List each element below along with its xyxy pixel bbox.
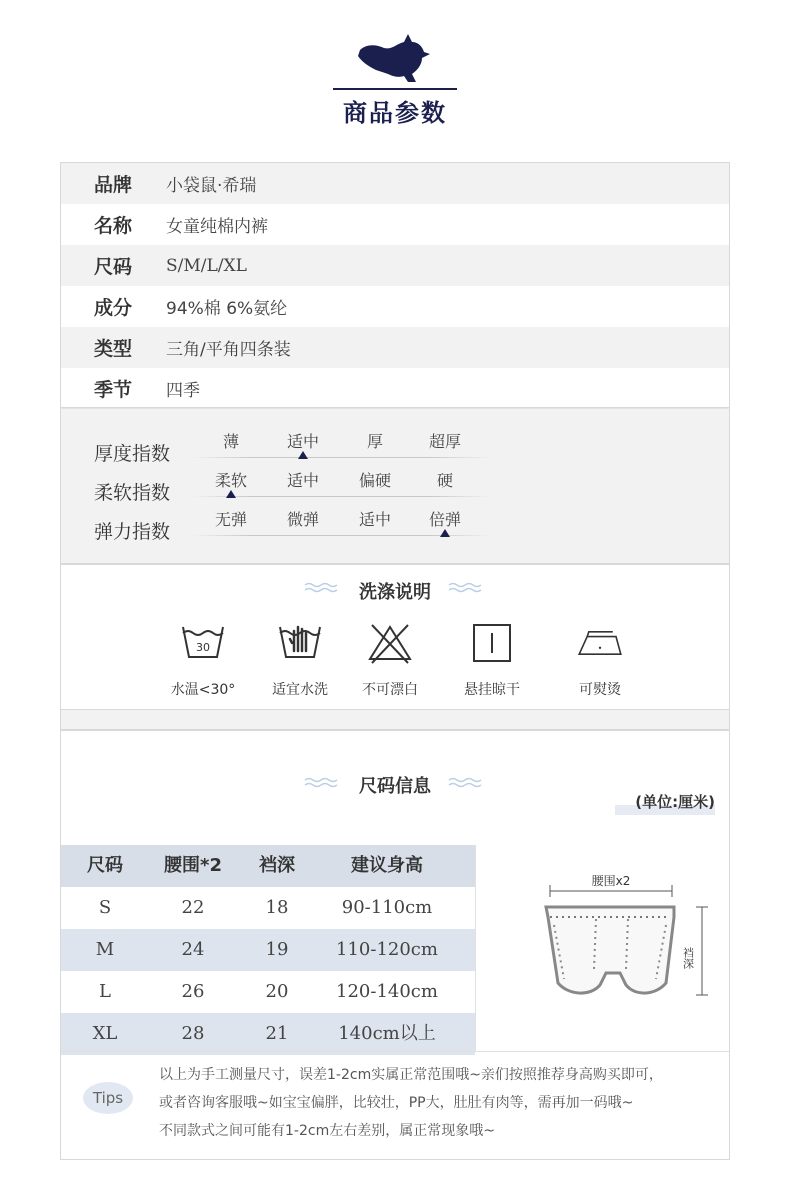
header bbox=[0, 0, 790, 160]
table-cell: 20 bbox=[265, 981, 289, 1002]
svg-text:裆深: 裆深 bbox=[681, 947, 695, 969]
table-cell: 28 bbox=[181, 1023, 205, 1044]
index-label: 厚度指数 bbox=[94, 443, 171, 465]
care-label: 水温<30° bbox=[170, 682, 236, 698]
hang-dry-icon bbox=[468, 621, 516, 665]
elasticity-index bbox=[61, 507, 729, 547]
index-option: 偏硬 bbox=[358, 471, 391, 490]
table-cell: XL bbox=[92, 1023, 118, 1044]
header-cell: 裆深 bbox=[259, 855, 295, 876]
softness-index bbox=[61, 468, 729, 508]
care-title: 洗涤说明 bbox=[359, 582, 431, 603]
table-cell: 120-140cm bbox=[336, 981, 438, 1002]
kangaroo-logo-icon bbox=[352, 30, 442, 86]
size-table-header bbox=[61, 845, 475, 887]
unit-label: (单位:厘米) bbox=[635, 793, 715, 811]
wave-decoration-icon bbox=[447, 776, 487, 790]
index-option: 硬 bbox=[436, 471, 453, 490]
index-option: 薄 bbox=[222, 432, 239, 451]
size-title: 尺码信息 bbox=[359, 776, 431, 797]
table-row bbox=[61, 887, 475, 929]
param-row bbox=[61, 245, 729, 286]
index-option: 微弹 bbox=[286, 510, 319, 529]
table-cell: M bbox=[95, 939, 115, 960]
table-cell: 110-120cm bbox=[336, 939, 438, 960]
table-cell: 90-110cm bbox=[341, 897, 433, 918]
table-row bbox=[61, 971, 475, 1013]
svg-text:腰围x2: 腰围x2 bbox=[591, 874, 631, 888]
care-item-wash30 bbox=[158, 621, 248, 699]
param-row bbox=[61, 327, 729, 368]
index-line bbox=[191, 457, 491, 458]
section-gap bbox=[60, 710, 730, 730]
index-marker bbox=[440, 529, 450, 537]
title-divider bbox=[333, 88, 457, 90]
feature-indices bbox=[60, 408, 730, 564]
care-item-handwash bbox=[255, 621, 345, 699]
care-item-hangdry bbox=[447, 621, 537, 699]
care-label: 可熨烫 bbox=[579, 682, 621, 698]
table-cell: 19 bbox=[265, 939, 289, 960]
care-label: 不可漂白 bbox=[362, 682, 418, 698]
thickness-index bbox=[61, 429, 729, 469]
index-option: 柔软 bbox=[214, 471, 247, 490]
tips-text: 以上为手工测量尺寸，误差1-2cm实属正常范围哦~亲们按照推荐身高购买即可， bbox=[159, 1067, 663, 1083]
care-section bbox=[60, 564, 730, 710]
param-row bbox=[61, 286, 729, 327]
param-value: 四季 bbox=[166, 381, 200, 401]
index-label: 柔软指数 bbox=[94, 482, 171, 504]
wash-30-icon bbox=[179, 621, 227, 665]
index-label: 弹力指数 bbox=[94, 521, 171, 543]
page-title: 商品参数 bbox=[343, 99, 447, 127]
index-marker bbox=[226, 490, 236, 498]
param-key: 成分 bbox=[94, 297, 133, 319]
header-cell: 尺码 bbox=[87, 855, 123, 876]
table-cell: L bbox=[99, 981, 111, 1002]
care-item-iron bbox=[555, 621, 645, 699]
table-cell: S bbox=[98, 897, 112, 918]
param-key: 品牌 bbox=[94, 174, 133, 196]
table-cell: 26 bbox=[181, 981, 205, 1002]
param-value: S/M/L/XL bbox=[166, 255, 247, 276]
param-value: 小袋鼠·希瑞 bbox=[166, 176, 257, 196]
size-section bbox=[60, 730, 730, 1160]
param-value: 94%棉 6%氨纶 bbox=[166, 299, 288, 319]
param-key: 类型 bbox=[94, 338, 133, 360]
care-item-nobleach bbox=[345, 621, 435, 699]
svg-text:30: 30 bbox=[196, 641, 210, 654]
table-cell: 21 bbox=[265, 1023, 289, 1044]
param-key: 尺码 bbox=[94, 256, 133, 278]
index-option: 适中 bbox=[358, 510, 391, 529]
param-value: 三角/平角四条装 bbox=[166, 340, 291, 360]
param-row bbox=[61, 368, 729, 409]
wave-decoration-icon bbox=[447, 581, 487, 595]
care-label: 悬挂晾干 bbox=[464, 682, 520, 698]
no-bleach-icon bbox=[366, 621, 414, 665]
params-table bbox=[60, 162, 730, 408]
index-marker bbox=[298, 451, 308, 459]
index-option: 适中 bbox=[286, 471, 319, 490]
header-cell: 腰围*2 bbox=[164, 855, 222, 876]
table-cell: 22 bbox=[181, 897, 205, 918]
care-label: 适宜水洗 bbox=[272, 682, 328, 698]
param-row bbox=[61, 204, 729, 245]
index-line bbox=[191, 496, 491, 497]
tips-text: 或者咨询客服哦~如宝宝偏胖，比较壮，PP大，肚肚有肉等，需再加一码哦~ bbox=[159, 1095, 634, 1111]
table-row bbox=[61, 929, 475, 971]
param-row bbox=[61, 163, 729, 204]
index-option: 无弹 bbox=[214, 510, 247, 529]
param-value: 女童纯棉内裤 bbox=[166, 217, 268, 237]
tips-text: 不同款式之间可能有1-2cm左右差别，属正常现象哦~ bbox=[159, 1123, 495, 1139]
table-cell: 24 bbox=[181, 939, 205, 960]
param-key: 名称 bbox=[94, 215, 133, 237]
table-row bbox=[61, 1013, 475, 1055]
tips-badge: Tips bbox=[83, 1082, 133, 1114]
index-option: 超厚 bbox=[428, 432, 461, 451]
index-option: 适中 bbox=[286, 432, 319, 451]
underwear-diagram-icon bbox=[476, 845, 730, 1051]
table-cell: 18 bbox=[265, 897, 289, 918]
index-option: 厚 bbox=[366, 432, 383, 451]
tips-section bbox=[61, 1051, 729, 1161]
hand-wash-icon bbox=[276, 621, 324, 665]
index-option: 倍弹 bbox=[428, 510, 461, 529]
iron-icon bbox=[576, 621, 624, 665]
header-cell: 建议身高 bbox=[351, 855, 423, 876]
size-diagram bbox=[475, 845, 729, 1051]
param-key: 季节 bbox=[94, 379, 133, 401]
table-cell: 140cm以上 bbox=[338, 1023, 436, 1044]
